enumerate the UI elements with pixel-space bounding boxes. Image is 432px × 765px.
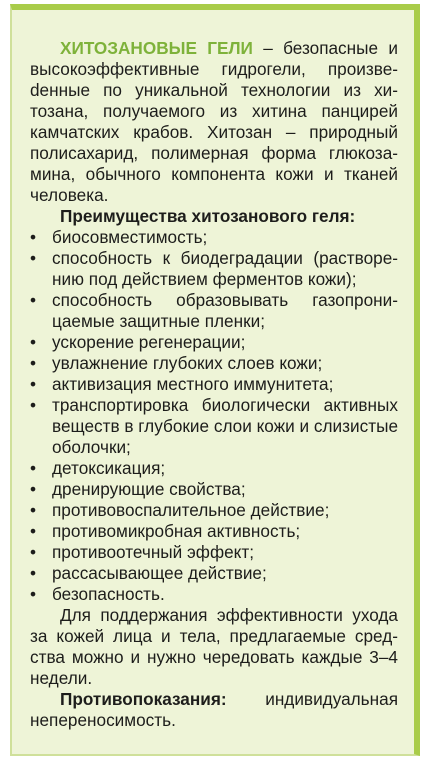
- bullet-icon: •: [30, 563, 37, 583]
- list-item-text: противомикробная активность;: [52, 521, 301, 541]
- list-item: [30, 374, 398, 395]
- list-item: [30, 248, 398, 290]
- bullet-icon: •: [30, 374, 37, 394]
- list-item-text: дренирующие свойства;: [52, 479, 246, 499]
- info-panel: [10, 4, 420, 756]
- contraindications-paragraph: [30, 689, 398, 731]
- contraindications-text: индивидуальная непереносимость.: [30, 689, 398, 730]
- list-item-text: безопасность.: [52, 584, 165, 604]
- advantages-list: [30, 227, 398, 605]
- list-item: [30, 395, 398, 458]
- bullet-icon: •: [30, 353, 37, 373]
- list-item-text: транспортировка биологически активных веществ в глубокие слои кожи и слизистые оболочки;: [52, 395, 399, 457]
- list-item: [30, 353, 398, 374]
- list-item: [30, 479, 398, 500]
- bullet-icon: •: [30, 332, 37, 352]
- advantages-heading: Преимущества хитозанового геля:: [60, 206, 356, 226]
- intro-text: – безопасные и высокоэффективные гидрогели, произвеdенные по уникальной технологии из хитозана, получаемого из хитина панцирей камчатских крабов. Хитозан – природный полисахарид, полимерная форма глюкозамина, обычного компонента кожи и тканей человека.: [30, 38, 398, 205]
- list-item-text: ускорение регенерации;: [52, 332, 246, 352]
- bullet-icon: •: [30, 248, 37, 268]
- list-item: [30, 290, 398, 332]
- bullet-icon: •: [30, 479, 37, 499]
- intro-highlight: ХИТОЗАНОВЫЕ ГЕЛИ: [60, 38, 253, 58]
- list-item: [30, 584, 398, 605]
- bullet-icon: •: [30, 458, 37, 478]
- intro-paragraph: [30, 38, 398, 206]
- list-item: [30, 521, 398, 542]
- list-item-text: противоотечный эффект;: [52, 542, 255, 562]
- list-item: [30, 563, 398, 584]
- bullet-icon: •: [30, 227, 37, 247]
- bullet-icon: •: [30, 500, 37, 520]
- list-item-text: детоксикация;: [52, 458, 166, 478]
- list-item: [30, 542, 398, 563]
- bullet-icon: •: [30, 290, 37, 310]
- list-item: [30, 332, 398, 353]
- list-item-text: противовоспалительное действие;: [52, 500, 330, 520]
- list-item: [30, 458, 398, 479]
- list-item-text: способность образовывать газопроницаемые защитные пленки;: [52, 290, 398, 331]
- bullet-icon: •: [30, 584, 37, 604]
- bullet-icon: •: [30, 542, 37, 562]
- list-item-text: активизация местного иммунитета;: [52, 374, 334, 394]
- list-item-text: способность к биодеградации (растворению под действием ферментов кожи);: [52, 248, 398, 289]
- bullet-icon: •: [30, 521, 37, 541]
- list-item: [30, 227, 398, 248]
- list-item-text: увлажнение глубоких слоев кожи;: [52, 353, 323, 373]
- care-paragraph: Для поддержания эффективности ухода за кожей лица и тела, предлагаемые средства можно и нужно чередовать каждые 3–4 недели.: [30, 605, 398, 688]
- bullet-icon: •: [30, 395, 37, 415]
- list-item-text: биосовместимость;: [52, 227, 208, 247]
- list-item-text: рассасывающее действие;: [52, 563, 267, 583]
- list-item: [30, 500, 398, 521]
- contraindications-label: Противопоказания:: [60, 689, 227, 709]
